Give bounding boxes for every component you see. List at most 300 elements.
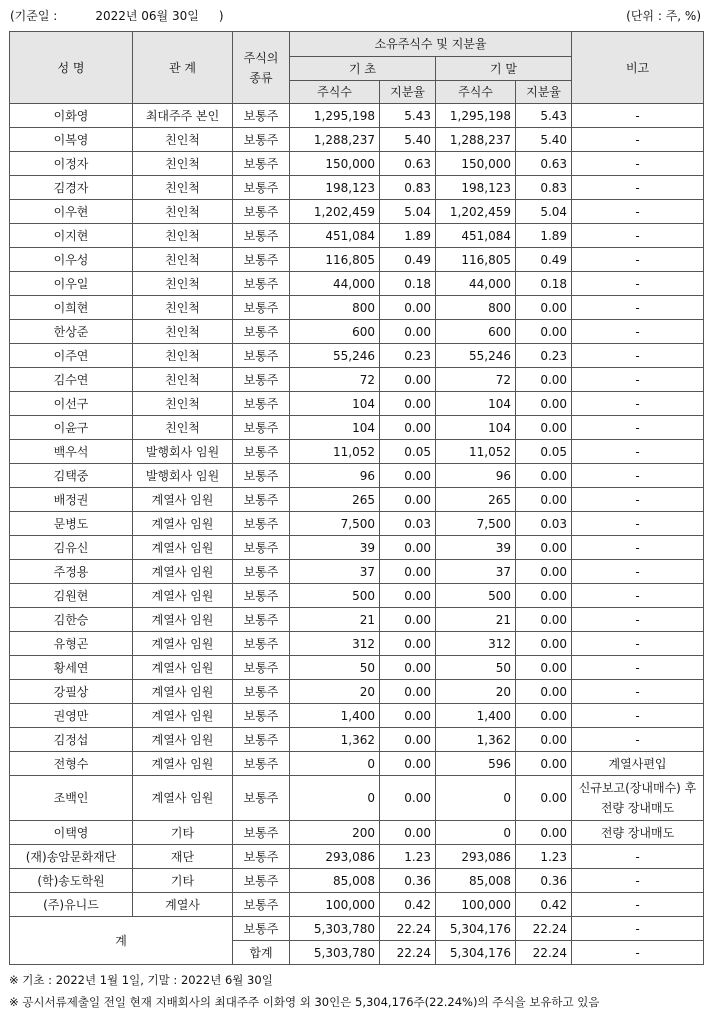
- cell-begin-ratio: 0.00: [380, 488, 436, 512]
- cell-end-shares: 451,084: [436, 224, 516, 248]
- cell-begin-ratio: 0.00: [380, 392, 436, 416]
- cell-begin-shares: 500: [290, 584, 380, 608]
- cell-end-ratio: 0.00: [516, 608, 572, 632]
- cell-stock-type: 보통주: [233, 296, 290, 320]
- cell-end-ratio: 0.00: [516, 656, 572, 680]
- table-row: [10, 248, 704, 272]
- cell-end-shares: 293,086: [436, 845, 516, 869]
- cell-relation: 친인척: [133, 344, 233, 368]
- cell-note: -: [572, 632, 704, 656]
- cell-name: (재)송암문화재단: [10, 845, 133, 869]
- cell-end-shares: 800: [436, 296, 516, 320]
- cell-end-shares: 500: [436, 584, 516, 608]
- cell-end-ratio: 5.04: [516, 200, 572, 224]
- table-row: [10, 104, 704, 128]
- cell-stock-type: 보통주: [233, 584, 290, 608]
- col-header-note: 비고: [572, 32, 704, 104]
- table-row: [10, 344, 704, 368]
- cell-begin-ratio: 0.05: [380, 440, 436, 464]
- cell-end-shares: 39: [436, 536, 516, 560]
- cell-stock-type: 보통주: [233, 368, 290, 392]
- cell-begin-ratio: 0.00: [380, 776, 436, 821]
- cell-begin-shares: 5,303,780: [290, 917, 380, 941]
- cell-begin-ratio: 1.89: [380, 224, 436, 248]
- cell-relation: 친인척: [133, 416, 233, 440]
- cell-name: 전형수: [10, 752, 133, 776]
- table-row: [10, 632, 704, 656]
- footnotes: [9, 969, 600, 1013]
- cell-name: 황세연: [10, 656, 133, 680]
- cell-relation: 친인척: [133, 128, 233, 152]
- cell-begin-shares: 44,000: [290, 272, 380, 296]
- cell-begin-shares: 55,246: [290, 344, 380, 368]
- cell-note: -: [572, 272, 704, 296]
- cell-relation: 계열사 임원: [133, 704, 233, 728]
- cell-name: 김수연: [10, 368, 133, 392]
- cell-begin-ratio: 0.00: [380, 416, 436, 440]
- table-row: [10, 869, 704, 893]
- cell-begin-shares: 1,202,459: [290, 200, 380, 224]
- cell-stock-type: 보통주: [233, 632, 290, 656]
- cell-stock-type: 보통주: [233, 128, 290, 152]
- cell-note: -: [572, 512, 704, 536]
- cell-begin-shares: 20: [290, 680, 380, 704]
- table-row: [10, 728, 704, 752]
- cell-relation: 계열사 임원: [133, 560, 233, 584]
- cell-end-shares: 265: [436, 488, 516, 512]
- cell-end-ratio: 0.00: [516, 536, 572, 560]
- table-row: [10, 776, 704, 821]
- col-header-begin-ratio: 지분율: [380, 81, 436, 104]
- cell-begin-shares: 21: [290, 608, 380, 632]
- cell-note: -: [572, 224, 704, 248]
- table-row: [10, 821, 704, 845]
- cell-note: -: [572, 488, 704, 512]
- cell-end-shares: 96: [436, 464, 516, 488]
- cell-stock-type: 보통주: [233, 845, 290, 869]
- cell-end-shares: 0: [436, 776, 516, 821]
- cell-end-shares: 596: [436, 752, 516, 776]
- table-row: [10, 488, 704, 512]
- cell-name: 김유신: [10, 536, 133, 560]
- cell-stock-type: 보통주: [233, 344, 290, 368]
- cell-end-ratio: 0.49: [516, 248, 572, 272]
- base-date-label: [10, 7, 224, 24]
- cell-end-ratio: 0.00: [516, 752, 572, 776]
- cell-end-ratio: 0.36: [516, 869, 572, 893]
- cell-begin-shares: 0: [290, 752, 380, 776]
- cell-relation: 친인척: [133, 320, 233, 344]
- cell-name: 권영만: [10, 704, 133, 728]
- cell-name: 이택영: [10, 821, 133, 845]
- cell-begin-ratio: 5.40: [380, 128, 436, 152]
- cell-begin-ratio: 0.00: [380, 560, 436, 584]
- cell-name: 이우일: [10, 272, 133, 296]
- cell-end-shares: 55,246: [436, 344, 516, 368]
- cell-end-shares: 20: [436, 680, 516, 704]
- cell-note: -: [572, 845, 704, 869]
- cell-begin-shares: 600: [290, 320, 380, 344]
- cell-begin-shares: 72: [290, 368, 380, 392]
- cell-name: 한상준: [10, 320, 133, 344]
- cell-end-ratio: 0.00: [516, 296, 572, 320]
- cell-begin-ratio: 0.83: [380, 176, 436, 200]
- cell-begin-shares: 7,500: [290, 512, 380, 536]
- unit-label: (단위 : 주, %): [626, 9, 701, 23]
- cell-relation: 계열사 임원: [133, 752, 233, 776]
- cell-begin-ratio: 0.00: [380, 584, 436, 608]
- cell-begin-shares: 100,000: [290, 893, 380, 917]
- cell-name: 김정섭: [10, 728, 133, 752]
- cell-begin-shares: 198,123: [290, 176, 380, 200]
- cell-stock-type: 보통주: [233, 704, 290, 728]
- cell-end-shares: 116,805: [436, 248, 516, 272]
- shareholding-table: [9, 31, 704, 965]
- cell-end-shares: 150,000: [436, 152, 516, 176]
- cell-stock-type: 보통주: [233, 392, 290, 416]
- cell-relation: 계열사 임원: [133, 608, 233, 632]
- cell-end-shares: 0: [436, 821, 516, 845]
- table-row: [10, 224, 704, 248]
- cell-stock-type: 보통주: [233, 440, 290, 464]
- cell-begin-shares: 1,400: [290, 704, 380, 728]
- table-row: [10, 608, 704, 632]
- cell-name: 이지현: [10, 224, 133, 248]
- cell-end-ratio: 0.00: [516, 488, 572, 512]
- cell-name: 이윤구: [10, 416, 133, 440]
- cell-end-shares: 85,008: [436, 869, 516, 893]
- cell-end-shares: 5,304,176: [436, 917, 516, 941]
- cell-begin-ratio: 22.24: [380, 917, 436, 941]
- cell-begin-ratio: 0.00: [380, 728, 436, 752]
- cell-name: 배정권: [10, 488, 133, 512]
- cell-stock-type: 보통주: [233, 224, 290, 248]
- cell-relation: 친인척: [133, 296, 233, 320]
- table-row: [10, 152, 704, 176]
- table-row: [10, 536, 704, 560]
- cell-begin-shares: 50: [290, 656, 380, 680]
- cell-note: -: [572, 941, 704, 965]
- cell-begin-ratio: 0.49: [380, 248, 436, 272]
- cell-note: -: [572, 344, 704, 368]
- cell-begin-shares: 104: [290, 392, 380, 416]
- cell-begin-ratio: 0.00: [380, 464, 436, 488]
- cell-end-ratio: 5.43: [516, 104, 572, 128]
- cell-stock-type: 보통주: [233, 728, 290, 752]
- cell-end-ratio: 0.23: [516, 344, 572, 368]
- cell-begin-ratio: 1.23: [380, 845, 436, 869]
- cell-relation: 계열사 임원: [133, 680, 233, 704]
- cell-end-shares: 44,000: [436, 272, 516, 296]
- cell-end-ratio: 0.05: [516, 440, 572, 464]
- cell-stock-type: 보통주: [233, 821, 290, 845]
- cell-end-ratio: 22.24: [516, 941, 572, 965]
- cell-note: -: [572, 560, 704, 584]
- cell-relation: 계열사 임원: [133, 656, 233, 680]
- cell-begin-shares: 0: [290, 776, 380, 821]
- cell-note: -: [572, 608, 704, 632]
- cell-begin-shares: 11,052: [290, 440, 380, 464]
- cell-stock-type: 보통주: [233, 752, 290, 776]
- cell-stock-type: 보통주: [233, 176, 290, 200]
- cell-note: -: [572, 656, 704, 680]
- cell-name: 이선구: [10, 392, 133, 416]
- table-row: [10, 320, 704, 344]
- cell-name: 이정자: [10, 152, 133, 176]
- col-header-relation: 관 계: [133, 32, 233, 104]
- cell-end-shares: 5,304,176: [436, 941, 516, 965]
- cell-end-shares: 72: [436, 368, 516, 392]
- cell-begin-shares: 85,008: [290, 869, 380, 893]
- cell-begin-ratio: 0.42: [380, 893, 436, 917]
- cell-begin-shares: 451,084: [290, 224, 380, 248]
- cell-name: 김택중: [10, 464, 133, 488]
- cell-stock-type: 보통주: [233, 608, 290, 632]
- col-header-end: 기 말: [436, 57, 572, 81]
- cell-name: 백우석: [10, 440, 133, 464]
- cell-stock-type: 보통주: [233, 248, 290, 272]
- table-row: [10, 464, 704, 488]
- cell-begin-ratio: 0.00: [380, 536, 436, 560]
- cell-begin-shares: 1,362: [290, 728, 380, 752]
- cell-end-ratio: 0.00: [516, 680, 572, 704]
- cell-relation: 계열사 임원: [133, 728, 233, 752]
- footnote-period: ※ 기초 : 2022년 1월 1일, 기말 : 2022년 6월 30일: [9, 973, 273, 987]
- col-header-name: 성 명: [10, 32, 133, 104]
- cell-end-ratio: 0.00: [516, 416, 572, 440]
- cell-relation: 친인척: [133, 176, 233, 200]
- cell-name: 유형곤: [10, 632, 133, 656]
- cell-relation: 계열사 임원: [133, 536, 233, 560]
- cell-end-ratio: 0.00: [516, 320, 572, 344]
- cell-name: 문병도: [10, 512, 133, 536]
- cell-relation: 계열사 임원: [133, 584, 233, 608]
- cell-begin-shares: 800: [290, 296, 380, 320]
- cell-note: -: [572, 128, 704, 152]
- cell-end-shares: 1,202,459: [436, 200, 516, 224]
- cell-stock-type: 보통주: [233, 512, 290, 536]
- cell-note: -: [572, 296, 704, 320]
- cell-note: -: [572, 440, 704, 464]
- cell-begin-shares: 37: [290, 560, 380, 584]
- cell-end-shares: 50: [436, 656, 516, 680]
- cell-stock-type: 보통주: [233, 152, 290, 176]
- table-row: [10, 845, 704, 869]
- col-header-end-shares: 주식수: [436, 81, 516, 104]
- col-header-holdings-group: 소유주식수 및 지분율: [290, 32, 572, 57]
- cell-name: 강필상: [10, 680, 133, 704]
- cell-begin-ratio: 5.04: [380, 200, 436, 224]
- cell-note: -: [572, 893, 704, 917]
- col-header-stock-type: 주식의 종류: [233, 32, 290, 104]
- cell-relation: 계열사 임원: [133, 776, 233, 821]
- table-row: [10, 392, 704, 416]
- cell-begin-shares: 265: [290, 488, 380, 512]
- col-header-begin: 기 초: [290, 57, 436, 81]
- cell-note: 계열사편입: [572, 752, 704, 776]
- cell-end-ratio: 0.00: [516, 368, 572, 392]
- cell-stock-type: 보통주: [233, 536, 290, 560]
- cell-relation: 친인척: [133, 152, 233, 176]
- cell-stock-type: 보통주: [233, 464, 290, 488]
- cell-relation: 기타: [133, 869, 233, 893]
- cell-relation: 계열사: [133, 893, 233, 917]
- cell-end-shares: 100,000: [436, 893, 516, 917]
- cell-stock-type: 보통주: [233, 869, 290, 893]
- cell-end-ratio: 0.00: [516, 464, 572, 488]
- cell-begin-ratio: 0.00: [380, 752, 436, 776]
- cell-end-ratio: 0.83: [516, 176, 572, 200]
- cell-begin-shares: 96: [290, 464, 380, 488]
- cell-relation: 기타: [133, 821, 233, 845]
- cell-begin-ratio: 0.63: [380, 152, 436, 176]
- cell-relation: 친인척: [133, 392, 233, 416]
- cell-end-shares: 21: [436, 608, 516, 632]
- cell-note: -: [572, 104, 704, 128]
- cell-end-shares: 1,295,198: [436, 104, 516, 128]
- cell-relation: 발행회사 임원: [133, 464, 233, 488]
- cell-name: 이복영: [10, 128, 133, 152]
- cell-begin-ratio: 22.24: [380, 941, 436, 965]
- cell-end-shares: 198,123: [436, 176, 516, 200]
- cell-end-ratio: 1.89: [516, 224, 572, 248]
- cell-end-shares: 1,362: [436, 728, 516, 752]
- cell-note: 신규보고(장내매수) 후 전량 장내매도: [572, 776, 704, 821]
- cell-name: 이주연: [10, 344, 133, 368]
- cell-begin-shares: 39: [290, 536, 380, 560]
- cell-relation: 계열사 임원: [133, 512, 233, 536]
- cell-end-ratio: 0.42: [516, 893, 572, 917]
- cell-begin-ratio: 0.00: [380, 368, 436, 392]
- cell-end-ratio: 0.03: [516, 512, 572, 536]
- col-header-begin-shares: 주식수: [290, 81, 380, 104]
- cell-begin-ratio: 0.00: [380, 320, 436, 344]
- cell-name: 김한승: [10, 608, 133, 632]
- table-row: [10, 752, 704, 776]
- cell-begin-ratio: 0.03: [380, 512, 436, 536]
- cell-end-ratio: 5.40: [516, 128, 572, 152]
- base-label: (기준일 :: [10, 9, 58, 23]
- cell-note: -: [572, 584, 704, 608]
- cell-end-ratio: 0.18: [516, 272, 572, 296]
- cell-note: -: [572, 248, 704, 272]
- cell-stock-type: 보통주: [233, 917, 290, 941]
- table-row: [10, 560, 704, 584]
- base-date: 2022년 06월 30일: [95, 9, 199, 23]
- cell-note: -: [572, 680, 704, 704]
- cell-end-ratio: 0.63: [516, 152, 572, 176]
- cell-name: 이희현: [10, 296, 133, 320]
- cell-name: 김원현: [10, 584, 133, 608]
- cell-end-shares: 37: [436, 560, 516, 584]
- cell-note: -: [572, 536, 704, 560]
- table-row: [10, 176, 704, 200]
- cell-stock-type: 보통주: [233, 560, 290, 584]
- table-row: [10, 440, 704, 464]
- cell-begin-shares: 104: [290, 416, 380, 440]
- cell-stock-type: 보통주: [233, 680, 290, 704]
- cell-end-ratio: 0.00: [516, 584, 572, 608]
- cell-relation: 최대주주 본인: [133, 104, 233, 128]
- cell-end-shares: 1,288,237: [436, 128, 516, 152]
- cell-note: -: [572, 392, 704, 416]
- cell-end-shares: 312: [436, 632, 516, 656]
- table-row: [10, 512, 704, 536]
- cell-note: -: [572, 176, 704, 200]
- cell-begin-shares: 293,086: [290, 845, 380, 869]
- cell-begin-ratio: 0.00: [380, 608, 436, 632]
- cell-name: 이우현: [10, 200, 133, 224]
- cell-begin-ratio: 0.00: [380, 680, 436, 704]
- cell-note: -: [572, 416, 704, 440]
- cell-begin-shares: 5,303,780: [290, 941, 380, 965]
- cell-end-ratio: 1.23: [516, 845, 572, 869]
- table-row: [10, 296, 704, 320]
- cell-begin-shares: 312: [290, 632, 380, 656]
- table-row: [10, 272, 704, 296]
- cell-stock-type: 보통주: [233, 200, 290, 224]
- col-header-end-ratio: 지분율: [516, 81, 572, 104]
- table-row: [10, 200, 704, 224]
- cell-begin-ratio: 0.23: [380, 344, 436, 368]
- cell-stock-type: 보통주: [233, 320, 290, 344]
- base-date-close: ): [218, 9, 224, 23]
- cell-stock-type: 보통주: [233, 776, 290, 821]
- cell-note: -: [572, 368, 704, 392]
- table-row: [10, 416, 704, 440]
- cell-note: -: [572, 728, 704, 752]
- cell-begin-shares: 116,805: [290, 248, 380, 272]
- cell-begin-shares: 1,288,237: [290, 128, 380, 152]
- cell-relation: 친인척: [133, 368, 233, 392]
- cell-begin-ratio: 0.00: [380, 296, 436, 320]
- cell-note: -: [572, 869, 704, 893]
- cell-note: -: [572, 917, 704, 941]
- cell-relation: 재단: [133, 845, 233, 869]
- cell-begin-ratio: 0.36: [380, 869, 436, 893]
- cell-end-ratio: 0.00: [516, 728, 572, 752]
- cell-begin-shares: 1,295,198: [290, 104, 380, 128]
- cell-note: -: [572, 464, 704, 488]
- cell-end-shares: 104: [436, 416, 516, 440]
- cell-stock-type: 보통주: [233, 488, 290, 512]
- cell-begin-ratio: 0.00: [380, 821, 436, 845]
- cell-name: 이우성: [10, 248, 133, 272]
- total-row: [10, 917, 704, 941]
- table-row: [10, 893, 704, 917]
- cell-end-ratio: 0.00: [516, 392, 572, 416]
- cell-relation: 친인척: [133, 272, 233, 296]
- table-row: [10, 656, 704, 680]
- footnote-holdings: ※ 공시서류제출일 전일 현재 지배회사의 최대주주 이화영 외 30인은 5,304,176주(22.24%)의 주식을 보유하고 있음: [9, 995, 600, 1009]
- cell-begin-ratio: 0.00: [380, 656, 436, 680]
- cell-end-shares: 104: [436, 392, 516, 416]
- cell-end-ratio: 0.00: [516, 704, 572, 728]
- cell-begin-shares: 200: [290, 821, 380, 845]
- cell-total-label: 계: [10, 917, 233, 965]
- cell-end-ratio: 0.00: [516, 632, 572, 656]
- table-row: [10, 584, 704, 608]
- cell-name: (주)유니드: [10, 893, 133, 917]
- cell-end-shares: 600: [436, 320, 516, 344]
- cell-name: 조백인: [10, 776, 133, 821]
- cell-stock-type: 보통주: [233, 893, 290, 917]
- cell-relation: 계열사 임원: [133, 632, 233, 656]
- cell-note: -: [572, 704, 704, 728]
- cell-end-shares: 1,400: [436, 704, 516, 728]
- cell-end-ratio: 0.00: [516, 821, 572, 845]
- table-row: [10, 128, 704, 152]
